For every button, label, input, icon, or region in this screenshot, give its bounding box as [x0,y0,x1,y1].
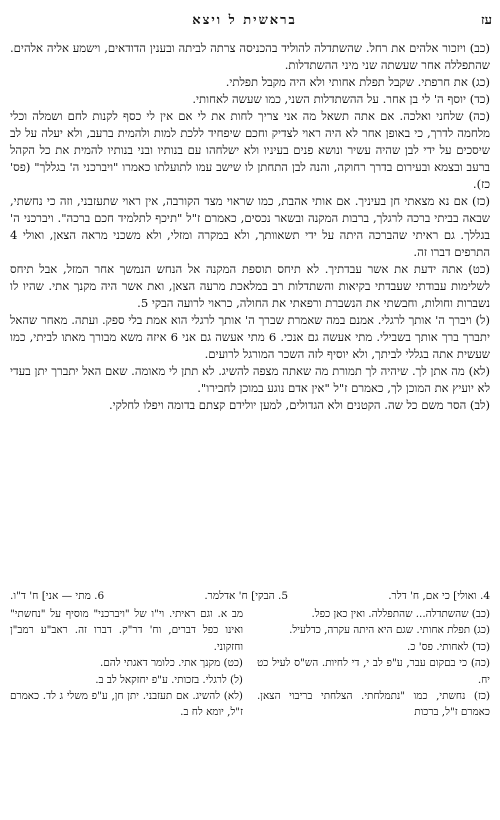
commentary-entry: (כה) כי בםקום עבר, ע"פ לב י, די לחיות. הש"ס לעיל כט יח. [257,657,490,686]
footnotes [10,588,490,604]
commentary-entry: (כט) מקנך אתי. כלומר דאגתי להם. [100,657,243,670]
commentary-entry: (כד) לאחותי. פס' כ. [407,640,490,653]
verse-paragraph: (כט) אתה ידעת את אשר עבדתיך. לא תיחס תוספת המקנה אל הנחש הנמשך אחר המזל, אבל תיחס לשלימות עבודתי שעבדתי בקיאות והשתדלות רב במלאכת מרעה הצאן, ואת אשר היה מקנך אתי. שהיו לו נשברות וחולות, וחבשתי את הנשברת ורפאתי את החולה, כראוי לרועה הבקי 5. [10,262,490,310]
verse-paragraph: (כד) יוסף ה' לי בן אחר. על ההשתדלות השני, כמו שעשה לאחותי. [192,92,490,106]
main-text [10,40,490,414]
verse-paragraph: (כג) את חרפתי. שקבל תפלת אחותי ולא היה מקבל תפלתי. [225,75,490,89]
commentary-entry: (כב) שהשתדלה... שהתפללה. ואין כאן כפל. [311,608,490,620]
verse-paragraph: (לב) הסר משם כל שה. הקטנים ולא הגדולים, למען יולידם קצתם בדומה ויפלו לחלקי. [108,398,490,412]
running-title: בראשית ל ויצא [192,13,297,28]
commentary-entry: (כז) נחשתי, כמו "נתמלחתי. הצלחתי בריבוי הצאן. כאמרם ז"ל, ברכות [257,690,490,719]
verse-paragraph: (כז) אם נא מצאתי חן בעיניך. אם אותי אהבת, כמו שראוי מצד הקורבה, אין ראוי שתעזבני, וזה כי נחשתי, שבאה בביתי ברכה לרגלך, ברבות המקנה ובשאר נכסים, כאמרם ז"ל "תיכף לתלמיד חכם ברכה". ויברכני ה' בגללך. גם ראיתי שהברכה היתה על ידי תשאוותך, ולא במקרה ומזלי, ולא משכני מראה הצאן, ואולי 4 התרפים דברו זה. [10,194,490,259]
page-number: עז [481,13,492,28]
footnote: 4. ואולי] כי אם, ח' דלר. [388,590,490,602]
commentary-left-column [10,606,243,721]
verse-paragraph: (ל) ויברך ה' אותך לרגלי. אמנם במה שאמרת שברך ה' אותך לרגלי הוא אמת בלי ספק. ועתה. מאחר שהאל יתברך ברך אותך בשבילי. מתי אעשה גם אנכי. 6 מתי אעשה גם אני 6 איזה משא מבורך מאתו לביתי, כמו שעשית אתה בגללי לביתך, ולא יוסיף לזה השכר המורגל לרועים. [10,313,491,361]
page-header [8,6,492,34]
verse-paragraph: (לא) מה אתן לך. שיהיה לך תמורת מה שאתה מצפה להשיג. לא תתן לי מאומה. שאם האל יתברך יתן בעדי לא יועיץ את המוכן לך, כאמרם ז"ל "אין אדם נוגע במוכן לחבירו". [10,364,490,395]
commentary-entry: (לא) להשיג. אם תעזבני. יתן חן, ע"פ משלי ג לד. כאמרם ז"ל, יומא לח ב. [10,690,243,719]
commentary-entry: (ל) לרגלי. בזכותי. ע"פ יחזקאל לב ב. [95,673,243,686]
commentary-right-column [257,606,490,721]
footnote: 6. מתי — אני] ח' ד"ו. [10,590,105,602]
commentary-entry: מב א. וגם ראיתי. וי"ו של "ויברכני" מוסיף על "נחשתי" ואינו כפל דברים, וח' דר"ק. דברו זה. ראב"ע רמב"ן וחזקוני. [10,608,243,653]
footnote: 5. הבקי] ח' אדלמר. [204,590,289,602]
commentary-entry: (כג) תפלת אחותי. שגם היא היתה עקרה, כדלעיל. [289,624,490,637]
verse-paragraph: (כב) ויזכור אלהים את רחל. שהשתדלה להוליד בהכניסה צרתה לביתה ובענין הדודאים, וישמע אליה אלהים. שהתפללה אחר שעשתה שני מיני ההשתדלות. [10,41,490,72]
commentary [10,606,490,721]
verse-paragraph: (כה) שלחני ואלכה. אם אתה תשאל מה אני צריך לחות את לי אם אין לי כסף לקנות לחם ושמלה וכלי מלחמה לדרך, כי באופן אחר לא היה ראוי לצדיק וחכם שיפחיד ללכת למות ולהמית ברעב, ולא יעלה על לב שיסכים על ידי לבן שהיה עשיר ונושא פנים בעיניו ולא ישלחהו עם בנותיו ובני בנותיו להמית את כל הקהל ברעב ובצמא ובעירום בדרך רחוקה, והנה לבן התחתן לו שישב עמו לתועלתו כאמרו "ויברכני ה' בגללך" (פס' כז). [10,109,490,191]
